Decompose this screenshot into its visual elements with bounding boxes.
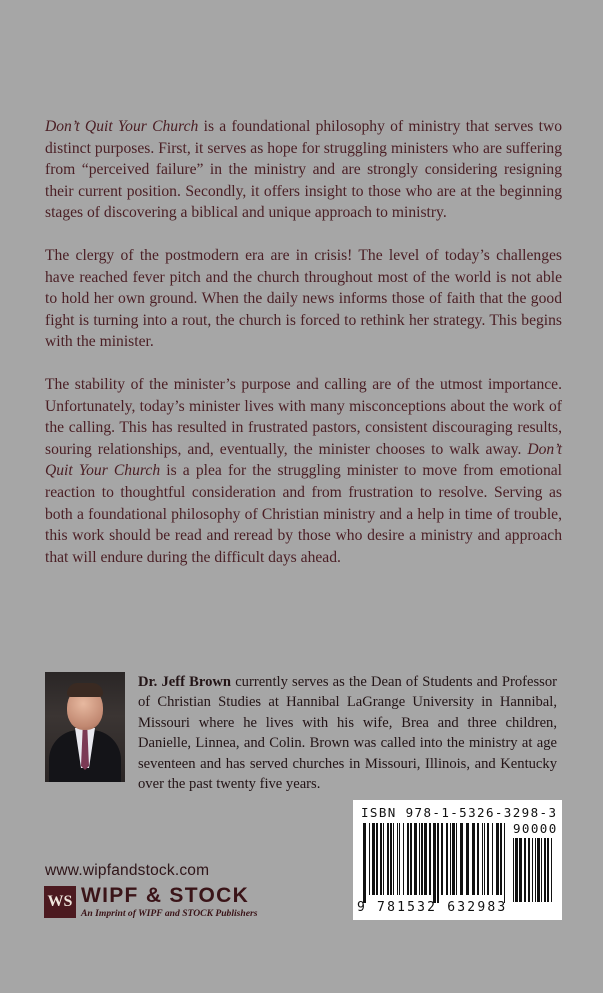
isbn-barcode <box>353 800 562 920</box>
blurb-paragraph-1 <box>45 116 562 224</box>
blurb-text: is a foundational philosophy of ministry that serves two distinct purposes. First, it serves as hope for struggling ministers who are suffering from “perceived failure” in the ministry and are strongly considering resigning their current position. Secondly, it offers insight to those who are at the beginning stages of discovering a biblical and unique approach to ministry. <box>45 118 562 222</box>
blurb-paragraph-2: The clergy of the postmodern era are in crisis! The level of today’s challenges have reached fever pitch and the church throughout most of the world is not able to hold her own ground. When the daily news informs those of faith that the good fight is turning into a rout, the church is forced to rethink her strategy. This begins with the minister. <box>45 246 562 351</box>
book-title-italic: Don’t Quit Your Church <box>45 440 562 480</box>
addon-barcode-bars <box>513 838 557 902</box>
publisher-logo: WS <box>44 886 76 918</box>
author-photo <box>45 672 125 782</box>
book-title-italic: Don’t Quit Your Church <box>45 118 199 135</box>
blurb-text: is a plea for the struggling minister to move from emotional reaction to thoughtful consideration and from frustration to resolve. Serving as both a foundational philosophy of Christian ministry and a help in time of trouble, this work should be read and reread by those who desire a ministry and approach that will endure during the difficult days ahead. <box>45 462 562 566</box>
ean-digits: 9 781532 632983 <box>357 900 508 915</box>
author-section <box>45 672 557 794</box>
publisher-url: www.wipfandstock.com <box>45 862 210 879</box>
blurb-paragraph-3 <box>45 374 562 568</box>
isbn-label: ISBN 978-1-5326-3298-3 <box>361 805 558 820</box>
publisher-imprint: An Imprint of WIPF and STOCK Publishers <box>81 908 258 919</box>
price-code: 90000 <box>513 821 558 836</box>
back-cover-blurb <box>45 116 562 589</box>
author-bio <box>138 672 557 794</box>
author-bio-text: currently serves as the Dean of Students and Professor of Christian Studies at Hannibal LaGrange University in Hannibal, Missouri where he lives with his wife, Brea and three children, Danielle, Linnea, and Colin. Brown was called into the ministry at age seventeen and has served churches in Missouri, Illinois, and Kentucky over the past twenty five years. <box>138 674 558 793</box>
author-name: Dr. Jeff Brown <box>138 674 232 690</box>
ean-barcode-bars <box>363 823 508 903</box>
blurb-text: The stability of the minister’s purpose and calling are of the utmost importance. Unfortunately, today’s minister lives with many misconceptions about the work of the calling. This has resulted in frustrated pastors, consistent discouraging results, souring relationships, and, eventually, the minister chooses to walk away. <box>45 375 562 458</box>
publisher-name: WIPF & STOCK <box>81 884 250 907</box>
